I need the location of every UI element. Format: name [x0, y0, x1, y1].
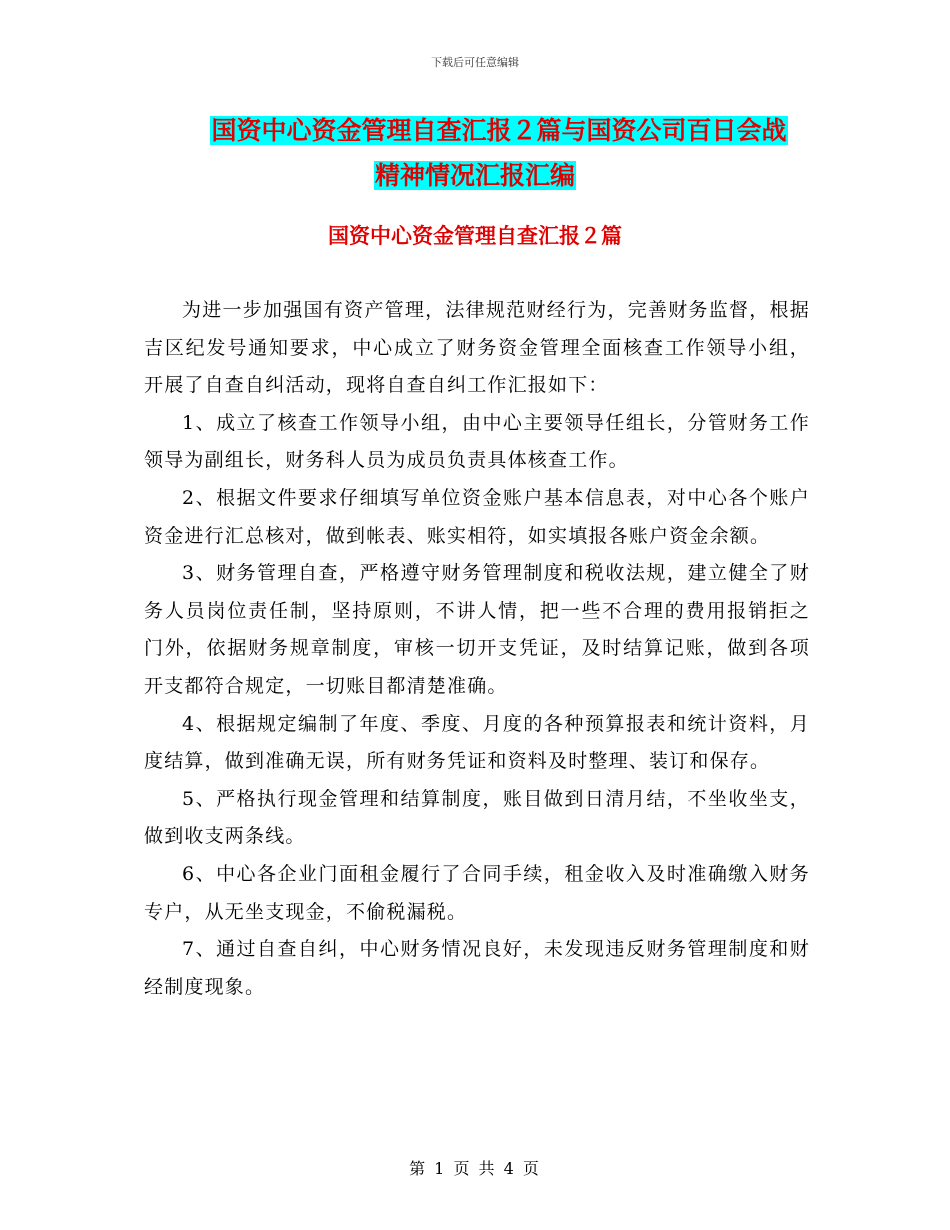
document-title	[0, 108, 950, 198]
page-number-footer: 第 1 页 共 4 页	[409, 1159, 541, 1178]
paragraph-item-5: 5、严格执行现金管理和结算制度，账目做到日清月结，不坐收坐支，做到收支两条线。	[144, 787, 810, 848]
paragraph-item-4: 4、根据规定编制了年度、季度、月度的各种预算报表和统计资料，月度结算，做到准确无误，所有财务凭证和资料及时整理、装订和保存。	[144, 712, 810, 773]
document-title-line-2	[0, 153, 950, 198]
paragraph-item-3: 3、财务管理自查，严格遵守财务管理制度和税收法规，建立健全了财务人员岗位责任制，坚持原则，不讲人情，把一些不合理的费用报销拒之门外，依据财务规章制度，审核一切开支凭证，及时结算记账，做到各项开支都符合规定，一切账目都清楚准确。	[144, 562, 810, 697]
paragraph-item-7: 7、通过自查自纠，中心财务情况良好，未发现违反财务管理制度和财经制度现象。	[144, 938, 810, 998]
page-header-note: 下载后可任意编辑	[431, 56, 519, 69]
paragraph-item-6: 6、中心各企业门面租金履行了合同手续，租金收入及时准确缴入财务专户，从无坐支现金，不偷税漏税。	[144, 862, 810, 923]
paragraph-intro: 为进一步加强国有资产管理，法律规范财经行为，完善财务监督，根据吉区纪发号通知要求，中心成立了财务资金管理全面核查工作领导小组，开展了自查自纠活动，现将自查自纠工作汇报如下：	[144, 299, 810, 397]
title-highlight: 国资中心资金管理自查汇报２篇与国资公司百日会战	[211, 116, 787, 145]
title-highlight: 精神情况汇报汇编	[374, 161, 575, 190]
paragraph-item-2: 2、根据文件要求仔细填写单位资金账户基本信息表，对中心各个账户资金进行汇总核对，做到帐表、账实相符，如实填报各账户资金余额。	[144, 486, 810, 547]
document-body	[144, 292, 810, 1006]
document-title-line-1	[0, 108, 950, 153]
section-heading: 国资中心资金管理自查汇报２篇	[328, 223, 622, 248]
paragraph-item-1: 1、成立了核查工作领导小组，由中心主要领导任组长，分管财务工作领导为副组长，财务科人员为成员负责具体核查工作。	[144, 411, 810, 472]
